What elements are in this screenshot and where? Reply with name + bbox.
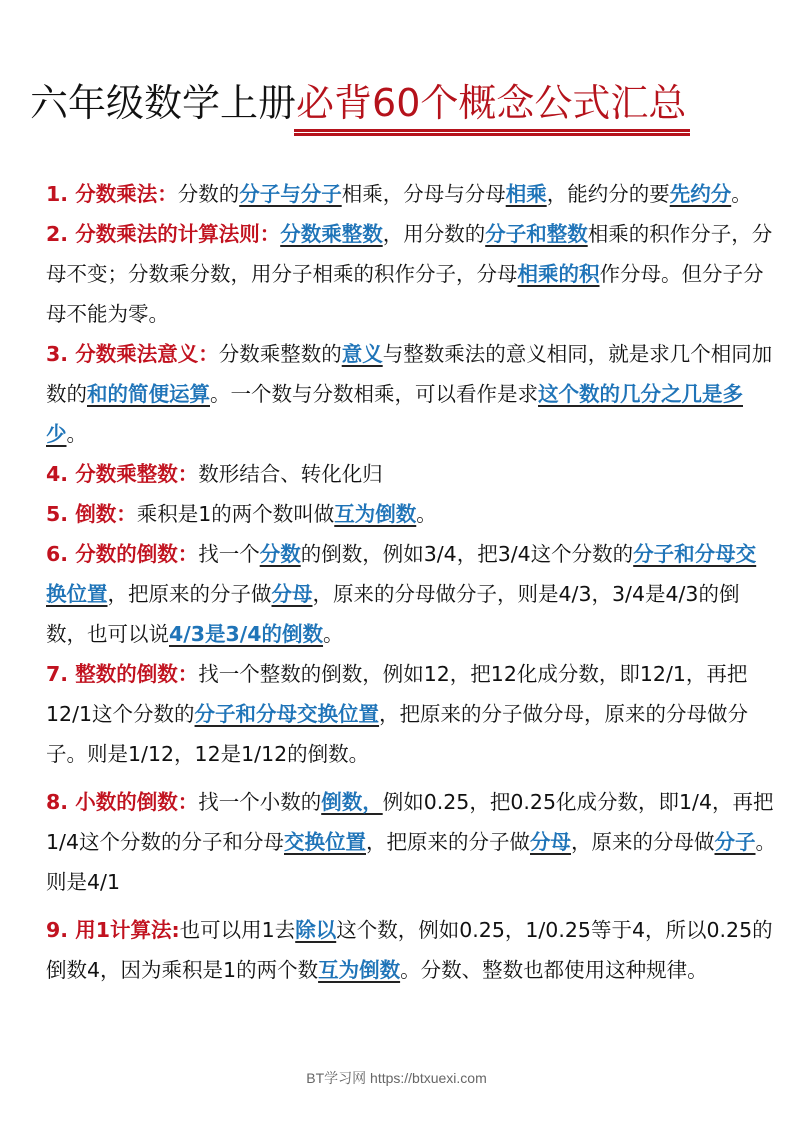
text: 例如0.25，把0.25化成分数，即1/4，再把1/4这个分数的分子和分母: [46, 790, 774, 854]
title-highlight: 必背60个概念公式汇总: [296, 78, 686, 128]
item-number: 9.: [46, 918, 76, 942]
text: 。一个数与分数相乘，可以看作是求: [210, 382, 538, 406]
text: 乘积是1的两个数叫做: [136, 502, 335, 526]
key-term: 互为倒数: [334, 502, 417, 526]
text: 找一个小数的: [198, 790, 322, 814]
item-number: 6.: [46, 542, 76, 566]
item-heading: 分数乘法的计算法则：: [75, 222, 281, 246]
document-title: [30, 78, 770, 128]
text: 的倒数，例如3/4，把3/4这个分数的: [300, 542, 634, 566]
key-term: 互为倒数: [318, 958, 401, 982]
text: 与整数乘法的意义相同，就是求几个相同加数的: [46, 342, 773, 406]
concept-item-5: [46, 494, 776, 534]
item-heading: 整数的倒数：: [75, 662, 199, 686]
key-term: 相乘的积: [517, 262, 600, 286]
text: ，把原来的分子做分母，原来的分母做分子。则是1/12，12是1/12的倒数。: [46, 702, 749, 766]
key-term: 和的简便运算: [87, 382, 210, 406]
key-term: 倒数，: [321, 790, 383, 814]
text: ，原来的分母做: [571, 830, 715, 854]
key-term: 分数乘整数: [280, 222, 383, 246]
text: 这个数，例如0.25，1/0.25等于4，所以0.25的倒数4，因为乘积是1的两个数: [46, 918, 773, 982]
concept-item-4: [46, 454, 776, 494]
key-term: 除以: [295, 918, 337, 942]
item-number: 3.: [46, 342, 76, 366]
item-heading: 分数乘法：: [75, 182, 178, 206]
text: ，原来的分母做分子，则是4/3，3/4是4/3的倒数，也可以说: [46, 582, 740, 646]
text: ，能约分的要: [546, 182, 670, 206]
item-heading: 倒数：: [75, 502, 137, 526]
item-number: 2.: [46, 222, 76, 246]
text: 分数乘整数的: [218, 342, 342, 366]
footer-watermark: BT学习网 https://btxuexi.com: [306, 1070, 487, 1086]
concept-list: [46, 174, 776, 990]
concept-item-9: [46, 910, 776, 990]
item-number: 7.: [46, 662, 76, 686]
concept-item-1: [46, 174, 776, 214]
text: ，用分数的: [382, 222, 486, 246]
key-term: 这个数的几分之几是多少: [46, 382, 743, 446]
item-number: 4.: [46, 462, 76, 486]
key-term: 分子: [714, 830, 756, 854]
item-number: 8.: [46, 790, 76, 814]
text: 。: [416, 502, 437, 526]
key-term: 分子和整数: [485, 222, 588, 246]
text: 相乘，分母与分母: [341, 182, 506, 206]
text: 也可以用1去: [179, 918, 296, 942]
concept-item-8: [46, 782, 776, 902]
key-term: 分母: [530, 830, 571, 854]
text: 数形结合、转化化归: [198, 462, 383, 486]
key-term: 分子和分母交换位置: [46, 542, 757, 606]
item-number: 5.: [46, 502, 76, 526]
item-heading: 小数的倒数：: [75, 790, 199, 814]
item-heading: 分数乘整数：: [75, 462, 199, 486]
key-term: 分母: [271, 582, 313, 606]
item-heading: 用1计算法:: [75, 918, 180, 942]
text: 相乘的积作分子，分母不变；分数乘分数，用分子相乘的积作分子，分母: [46, 222, 773, 286]
text: 找一个: [198, 542, 260, 566]
key-term: 分子和分母交换位置: [194, 702, 380, 726]
text: 作分母。但分子分母不能为零。: [46, 262, 764, 326]
key-term: 分子与分子: [239, 182, 342, 206]
text: 。: [731, 182, 752, 206]
item-heading: 分数乘法意义：: [75, 342, 219, 366]
text: 。则是4/1: [46, 830, 776, 894]
concept-item-7: [46, 654, 776, 774]
concept-item-6: [46, 534, 776, 654]
concept-item-2: [46, 214, 776, 334]
key-term: 4/3是3/4的倒数: [169, 622, 324, 646]
text: 分数的: [177, 182, 240, 206]
text: 。: [66, 422, 87, 446]
text: 。: [323, 622, 344, 646]
text: 找一个整数的倒数，例如12，把12化成分数，即12/1，再把12/1这个分数的: [46, 662, 748, 726]
text: 。分数、整数也都使用这种规律。: [400, 958, 708, 982]
key-term: 分数: [259, 542, 301, 566]
item-heading: 分数的倒数：: [75, 542, 199, 566]
key-term: 意义: [341, 342, 383, 366]
key-term: 先约分: [669, 182, 732, 206]
item-number: 1.: [46, 182, 76, 206]
text: ，把原来的分子做: [107, 582, 272, 606]
concept-item-3: [46, 334, 776, 454]
key-term: 交换位置: [284, 830, 366, 854]
title-prefix: 六年级数学上册: [30, 81, 297, 125]
key-term: 相乘: [505, 182, 547, 206]
text: ，把原来的分子做: [366, 830, 530, 854]
